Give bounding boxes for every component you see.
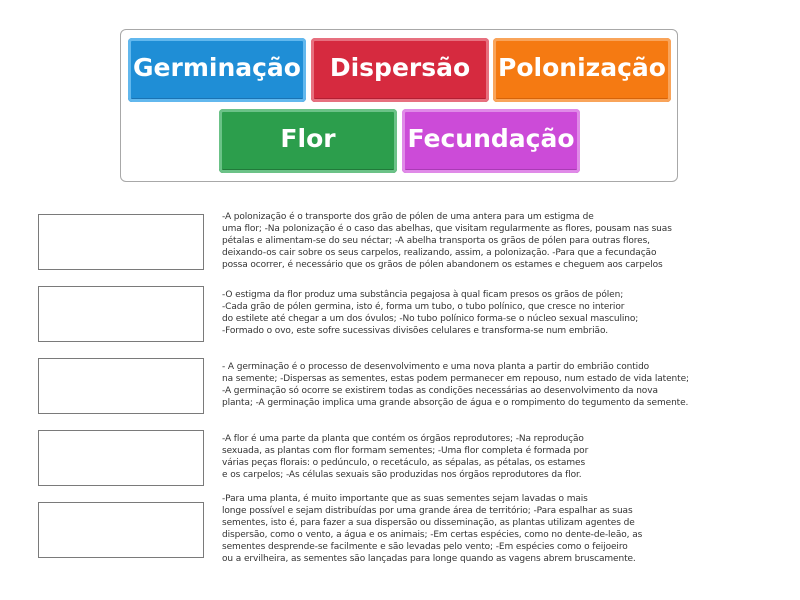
row-description: -O estigma da flor produz uma substância pegajosa à qual ficam presos os grãos de pólen; -Cada grão de pólen germina, isto é, forma um tubo, o tubo polínico, que cresce no interior do estilete até chegar a um dos óvulos; -No tubo polínico forma-se o núcleo sexual masculino; -Formado o ovo, este sofre sucessivas divisões celulares e transforma-se num embrião. <box>222 290 639 336</box>
tile-label: Dispersão <box>329 53 471 82</box>
drop-zone[interactable] <box>38 430 204 486</box>
tile-flor[interactable] <box>219 109 397 173</box>
drop-zone[interactable] <box>38 358 204 414</box>
row-description: - A germinação é o processo de desenvolvimento e uma nova planta a partir do embrião contido na semente; -Dispersas as sementes, estas podem permanecer em repouso, num estado de vida latente; -A germinação só ocorre se existirem todas as condições necessárias ao desenvolvimento da nova planta; -A germinação implica uma grande absorção de água e o rompimento do tegumento da semente. <box>222 362 689 408</box>
drop-zone[interactable] <box>38 286 204 342</box>
row-description: -A polonização é o transporte dos grão de pólen de uma antera para um estigma de uma flor; -Na polonização é o caso das abelhas, que visitam regularmente as flores, pousam nas suas pétalas e alimentam-se do seu néctar; -A abelha transporta os grãos de pólen para outras flores, deixando-os cair sobre os seus carpelos, realizando, assim, a polonização. -Para que a fecundação possa ocorrer, é necessário que os grãos de pólen abandonem os estames e cheguem aos carpelos <box>222 212 672 270</box>
drop-zone[interactable] <box>38 502 204 558</box>
tile-dispersao[interactable] <box>311 38 489 102</box>
row-description: -Para uma planta, é muito importante que as suas sementes sejam lavadas o mais longe possível e sejam distribuídas por uma grande área de território; -Para espalhar as suas sementes, isto é, para fazer a sua dispersão ou disseminação, as plantas utilizam agentes de dispersão, como o vento, a água e os animais; -Em certas espécies, como no dente-de-leão, as sementes desprende-se facilmente e são levadas pelo vento; -Em espécies como o feijoeiro ou a ervilheira, as sementes são lançadas para longe quando as vagens abrem bruscamente. <box>222 494 643 564</box>
drop-zone[interactable] <box>38 214 204 270</box>
tile-label: Polonização <box>498 53 666 82</box>
tile-polonizacao[interactable] <box>493 38 671 102</box>
tile-label: Flor <box>280 124 336 153</box>
tile-germinacao[interactable] <box>128 38 306 102</box>
row-description: -A flor é uma parte da planta que contém os órgãos reprodutores; -Na reprodução sexuada, as plantas com flor formam sementes; -Uma flor completa é formada por várias peças florais: o pedúnculo, o recetáculo, as sépalas, as pétalas, os estames e os carpelos; -As células sexuais são produzidas nos órgãos reprodutores da flor. <box>222 434 589 480</box>
tile-label: Germinação <box>133 53 301 82</box>
tile-fecundacao[interactable] <box>402 109 580 173</box>
tile-label: Fecundação <box>407 124 575 153</box>
